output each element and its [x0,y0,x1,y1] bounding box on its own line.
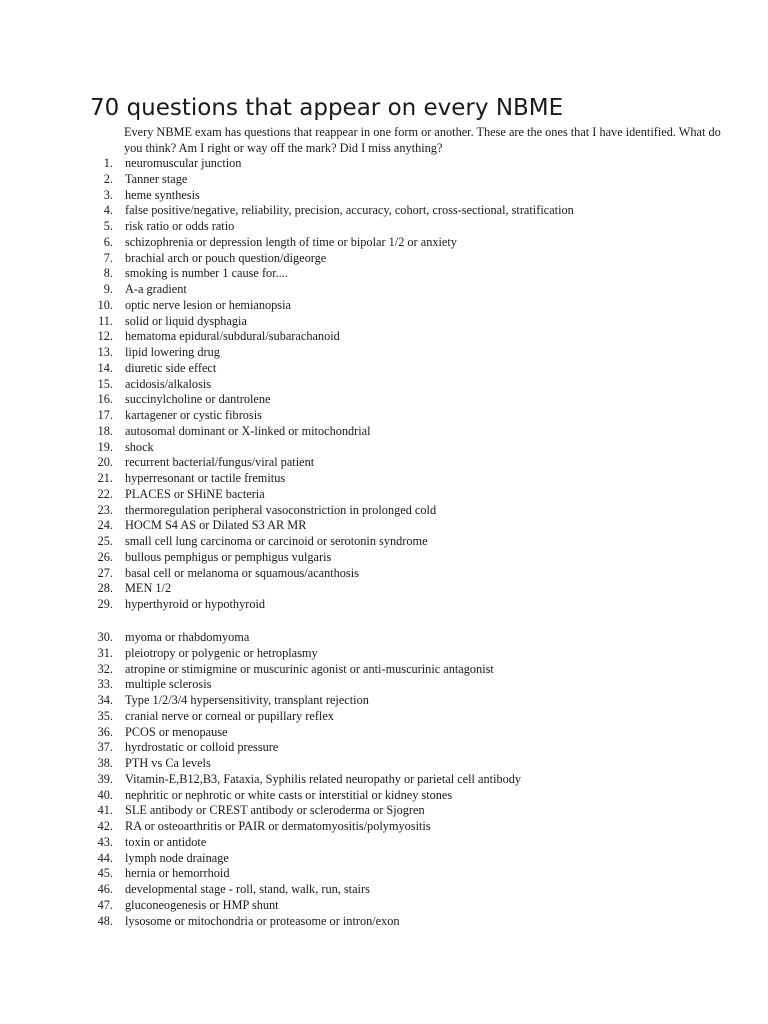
item-number: 25. [97,534,113,548]
item-number: 7. [103,250,113,265]
item-text: thermoregulation peripheral vasoconstriction in prolonged cold [125,502,437,517]
item-text: RA or osteoarthritis or PAIR or dermatomyositis/polymyositis [125,819,431,833]
item-number: 16. [97,392,113,407]
item-text: hyperthyroid or hypothyroid [125,597,266,611]
item-number: 42. [97,819,113,833]
item-text: autosomal dominant or X-linked or mitochondrial [125,423,371,438]
item-text: developmental stage - roll, stand, walk, run, stairs [125,882,370,896]
item-number: 6. [103,234,113,249]
item-number: 38. [97,756,113,770]
document-title: 70 questions that appear on every NBME [90,95,564,121]
item-number: 3. [103,187,113,202]
item-text: lymph node drainage [125,850,229,865]
item-text: bullous pemphigus or pemphigus vulgaris [125,549,332,564]
item-text: PLACES or SHiNE bacteria [125,486,265,501]
item-text: acidosis/alkalosis [125,376,212,391]
item-text: MEN 1/2 [125,581,172,596]
item-text: optic nerve lesion or hemianopsia [125,297,291,312]
item-text: Tanner stage [125,171,188,186]
item-number: 17. [97,408,113,422]
item-number: 11. [98,313,113,328]
item-number: 19. [97,439,113,454]
item-number: 30. [97,630,113,644]
item-number: 12. [97,329,113,344]
item-text: cranial nerve or corneal or pupillary reflex [125,708,334,723]
item-number: 18. [97,423,113,438]
item-text: shock [125,439,154,454]
intro-paragraph: Every NBME exam has questions that reappear in one form or another. These are the ones that I have identified. What do you think? Am I right or way off the mark? Did I miss anything? [124,125,721,155]
item-text: diuretic side effect [125,360,217,375]
item-number: 48. [97,913,113,928]
item-text: smoking is number 1 cause for.... [125,266,288,281]
item-number: 33. [97,677,113,692]
item-number: 5. [103,219,113,233]
item-number: 1. [103,156,113,170]
item-number: 15. [97,376,113,391]
item-text: PCOS or menopause [125,724,228,739]
item-number: 44. [97,850,113,865]
item-text: HOCM S4 AS or Dilated S3 AR MR [125,518,307,533]
item-number: 13. [97,345,113,359]
item-number: 31. [97,645,113,660]
item-text: gluconeogenesis or HMP shunt [125,897,279,912]
item-number: 46. [97,882,113,896]
item-text: lysosome or mitochondria or proteasome or intron/exon [125,913,400,928]
item-text: succinylcholine or dantrolene [125,392,271,407]
item-number: 40. [97,787,113,802]
item-number: 14. [97,360,113,375]
item-text: kartagener or cystic fibrosis [125,408,262,422]
item-text: toxin or antidote [125,834,207,849]
item-text: hematoma epidural/subdural/subarachanoid [125,329,340,344]
item-number: 8. [103,266,113,281]
item-text: myoma or rhabdomyoma [125,630,250,644]
item-text: small cell lung carcinoma or carcinoid or serotonin syndrome [125,534,428,548]
item-number: 20. [97,455,113,470]
item-text: multiple sclerosis [125,677,212,692]
item-number: 27. [97,565,113,580]
item-number: 4. [103,203,113,218]
item-text: solid or liquid dysphagia [125,313,247,328]
item-number: 23. [97,502,113,517]
item-text: heme synthesis [125,187,200,202]
item-number: 26. [97,549,113,564]
item-number: 43. [97,834,113,849]
item-text: false positive/negative, reliability, precision, accuracy, cohort, cross-sectional, stratification [125,203,574,218]
item-text: pleiotropy or polygenic or hetroplasmy [125,645,318,660]
item-text: hyrdrostatic or colloid pressure [125,740,279,755]
item-text: atropine or stimigmine or muscurinic agonist or anti-muscurinic antagonist [125,661,494,676]
item-text: brachial arch or pouch question/digeorge [125,250,327,265]
item-number: 29. [97,597,113,611]
item-text: hyperresonant or tactile fremitus [125,471,286,485]
item-text: basal cell or melanoma or squamous/acanthosis [125,565,359,580]
item-text: schizophrenia or depression length of time or bipolar 1/2 or anxiety [125,234,457,249]
item-text: lipid lowering drug [125,345,220,359]
item-number: 41. [97,803,113,818]
item-number: 45. [97,866,113,881]
item-text: SLE antibody or CREST antibody or scleroderma or Sjogren [125,803,425,818]
item-number: 37. [97,740,113,755]
item-number: 39. [97,771,113,786]
item-number: 28. [97,581,113,596]
item-number: 2. [103,171,113,186]
item-number: 21. [97,471,113,485]
item-text: A-a gradient [125,282,187,296]
item-number: 32. [97,661,113,676]
item-number: 35. [97,708,113,723]
item-number: 36. [97,724,113,739]
item-text: neuromuscular junction [125,156,242,170]
item-number: 47. [97,897,113,912]
item-number: 10. [97,297,113,312]
item-number: 34. [97,693,113,707]
item-text: nephritic or nephrotic or white casts or interstitial or kidney stones [125,787,453,802]
item-text: recurrent bacterial/fungus/viral patient [125,455,315,470]
item-text: Vitamin-E,B12,B3, Fataxia, Syphilis related neuropathy or parietal cell antibody [125,771,522,786]
item-text: PTH vs Ca levels [125,756,211,770]
item-text: hernia or hemorrhoid [125,866,230,881]
item-number: 9. [103,282,113,296]
item-number: 22. [97,486,113,501]
item-number: 24. [97,518,113,533]
item-text: risk ratio or odds ratio [125,219,235,233]
item-text: Type 1/2/3/4 hypersensitivity, transplant rejection [125,693,369,707]
